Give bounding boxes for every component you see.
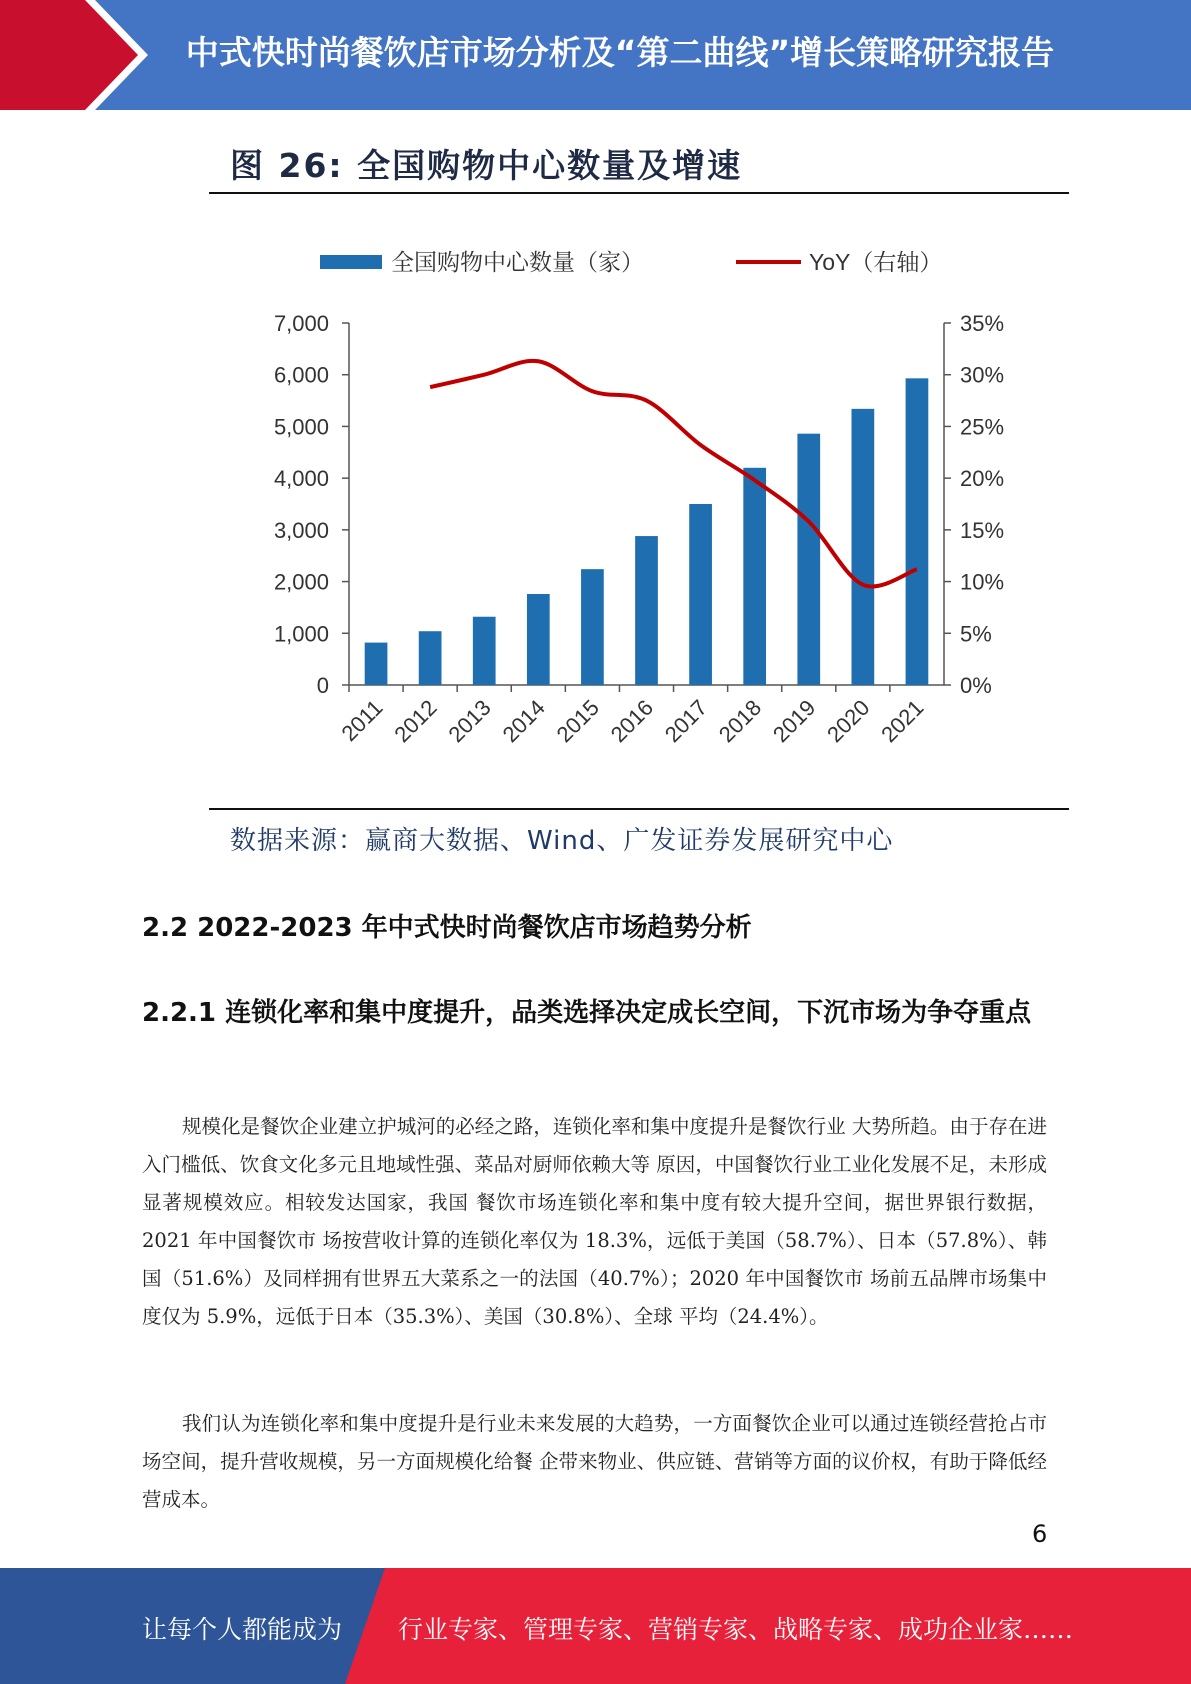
y-tick-label-left: 3,000 [273, 517, 329, 543]
bar-2013 [473, 617, 496, 685]
shopping-center-chart [209, 230, 1069, 790]
y-tick-label-left: 4,000 [273, 466, 329, 492]
bar-2012 [419, 631, 442, 685]
y-tick-label-left: 2,000 [273, 569, 329, 595]
page-number: 6 [1032, 1520, 1048, 1548]
x-tick-label: 2017 [659, 694, 713, 748]
footer-slogan-right: 行业专家、管理专家、营销专家、战略专家、成功企业家…… [398, 1615, 1074, 1644]
report-title: 中式快时尚餐饮店市场分析及“第二曲线”增长策略研究报告 [185, 33, 1055, 72]
bar-2016 [635, 536, 658, 685]
figure-top-rule [209, 192, 1069, 194]
x-tick-label: 2021 [876, 694, 929, 748]
x-tick-label: 2020 [822, 694, 875, 748]
x-tick-label: 2014 [497, 694, 550, 748]
y-tick-label-right: 5% [960, 621, 992, 647]
figure-source: 数据来源：赢商大数据、Wind、广发证券发展研究中心 [230, 826, 894, 856]
bar-2021 [906, 378, 929, 685]
y-tick-label-right: 35% [960, 311, 1005, 336]
y-tick-label-right: 15% [960, 517, 1005, 543]
y-tick-label-left: 7,000 [273, 311, 329, 336]
paragraph-1: 规模化是餐饮企业建立护城河的必经之路，连锁化率和集中度提升是餐饮行业 大势所趋。由于存在进入门槛低、饮食文化多元且地域性强、菜品对厨师依赖大等 原因，中国餐饮行业工业化发展不足，未形成显著规模效应。相较发达国家，我国 餐饮市场连锁化率和集中度有较大提升空间，据世界银行数据，2021 年中国餐饮市 场按营收计算的连锁化率仅为 18.3%，远低于美国（58.7%）、日本（57.8%）、韩 国（51.6%）及同样拥有世界五大菜系之一的法国（40.7%）；2020 年中国餐饮市 场前五品牌市场集中度仅为 5.9%，远低于日本（35.3%）、美国（30.8%）、全球 平均（24.4%）。 [142, 1115, 1047, 1328]
y-tick-label-right: 30% [960, 362, 1005, 388]
y-tick-label-right: 20% [960, 466, 1005, 492]
section-heading-2-2: 2.2 2022-2023 年中式快时尚餐饮店市场趋势分析 [142, 913, 752, 943]
bar-2020 [852, 409, 875, 685]
figure-bottom-rule [209, 808, 1069, 810]
y-tick-label-right: 25% [960, 414, 1005, 440]
x-tick-label: 2018 [713, 694, 767, 748]
header-band [0, 0, 1191, 110]
legend-bar-label: 全国购物中心数量（家） [391, 249, 644, 275]
bar-2011 [365, 643, 388, 685]
y-tick-label-left: 0 [316, 673, 329, 698]
x-tick-label: 2016 [605, 694, 659, 748]
y-tick-label-left: 1,000 [273, 621, 329, 647]
y-tick-label-right: 10% [960, 569, 1005, 595]
footer-slogan-left: 让每个人都能成为 [142, 1615, 343, 1644]
paragraph-2: 我们认为连锁化率和集中度提升是行业未来发展的大趋势，一方面餐饮企业可以通过连锁经营抢占市场空间，提升营收规模，另一方面规模化给餐 企带来物业、供应链、营销等方面的议价权，有助于降低经营成本。 [142, 1412, 1047, 1511]
legend-line-label: YoY（右轴） [809, 249, 943, 275]
y-tick-label-right: 0% [960, 673, 992, 698]
bar-2017 [689, 504, 712, 685]
legend-bar-swatch [320, 255, 382, 269]
y-tick-label-left: 6,000 [273, 362, 329, 388]
x-tick-label: 2011 [336, 694, 388, 746]
x-tick-label: 2012 [389, 694, 442, 748]
bar-2018 [743, 468, 766, 685]
x-tick-label: 2013 [443, 694, 496, 748]
bar-2014 [527, 594, 550, 685]
figure-title: 图 26: 全国购物中心数量及增速 [230, 146, 743, 185]
bar-2015 [581, 569, 604, 685]
y-tick-label-left: 5,000 [273, 414, 329, 440]
x-tick-label: 2019 [768, 694, 821, 748]
yoy-line [430, 361, 917, 587]
section-heading-2-2-1: 2.2.1 连锁化率和集中度提升，品类选择决定成长空间，下沉市场为争夺重点 [142, 998, 1032, 1028]
bar-2019 [797, 434, 820, 685]
x-tick-label: 2015 [551, 694, 604, 748]
